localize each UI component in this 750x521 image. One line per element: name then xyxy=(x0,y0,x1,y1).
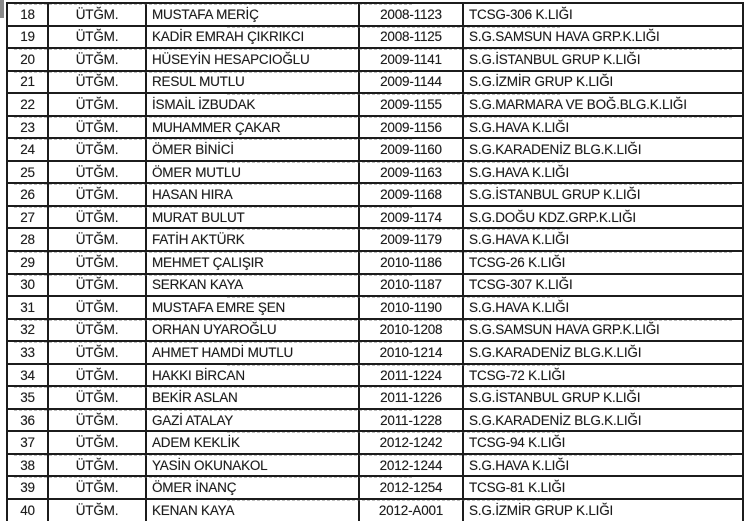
registry-number-cell: 2009-1163 xyxy=(358,162,462,183)
unit-cell: S.G.DOĞU KDZ.GRP.K.LIĞI xyxy=(462,207,744,228)
table-row xyxy=(6,207,744,230)
row-number-cell: 37 xyxy=(6,432,47,453)
table-row xyxy=(6,162,744,185)
registry-number-cell: 2012-1242 xyxy=(358,432,462,453)
rank-cell: ÜTĞM. xyxy=(47,27,145,48)
row-number-cell: 39 xyxy=(6,477,47,498)
rank-cell: ÜTĞM. xyxy=(47,365,145,386)
rank-cell: ÜTĞM. xyxy=(47,139,145,160)
name-cell: FATİH AKTÜRK xyxy=(145,229,358,250)
table-row xyxy=(6,94,744,117)
unit-cell: S.G.HAVA K.LIĞI xyxy=(462,229,744,250)
registry-number-cell: 2010-1186 xyxy=(358,252,462,273)
row-number-cell: 38 xyxy=(6,455,47,476)
unit-cell: S.G.KARADENİZ BLG.K.LIĞI xyxy=(462,139,744,160)
row-number-cell: 33 xyxy=(6,342,47,363)
row-number-cell: 34 xyxy=(6,365,47,386)
table-row xyxy=(6,365,744,388)
registry-number-cell: 2008-1125 xyxy=(358,27,462,48)
rank-cell: ÜTĞM. xyxy=(47,477,145,498)
registry-number-cell: 2009-1141 xyxy=(358,49,462,70)
name-cell: MUHAMMER ÇAKAR xyxy=(145,117,358,138)
rank-cell: ÜTĞM. xyxy=(47,72,145,93)
table-row xyxy=(6,320,744,343)
row-number-cell: 23 xyxy=(6,117,47,138)
table-row xyxy=(6,297,744,320)
roster-table xyxy=(6,2,744,521)
rank-cell: ÜTĞM. xyxy=(47,387,145,408)
table-row xyxy=(6,117,744,140)
name-cell: HAKKI BİRCAN xyxy=(145,365,358,386)
name-cell: HÜSEYİN HESAPCIOĞLU xyxy=(145,49,358,70)
rank-cell: ÜTĞM. xyxy=(47,455,145,476)
row-number-cell: 24 xyxy=(6,139,47,160)
rank-cell: ÜTĞM. xyxy=(47,500,145,521)
name-cell: ÖMER MUTLU xyxy=(145,162,358,183)
rank-cell: ÜTĞM. xyxy=(47,342,145,363)
rank-cell: ÜTĞM. xyxy=(47,94,145,115)
row-number-cell: 31 xyxy=(6,297,47,318)
row-number-cell: 36 xyxy=(6,410,47,431)
unit-cell: S.G.KARADENİZ BLG.K.LIĞI xyxy=(462,410,744,431)
row-number-cell: 20 xyxy=(6,49,47,70)
registry-number-cell: 2010-1208 xyxy=(358,320,462,341)
name-cell: KADİR EMRAH ÇIKRIKCI xyxy=(145,27,358,48)
registry-number-cell: 2009-1168 xyxy=(358,184,462,205)
unit-cell: S.G.HAVA K.LIĞI xyxy=(462,297,744,318)
registry-number-cell: 2009-1155 xyxy=(358,94,462,115)
registry-number-cell: 2010-1214 xyxy=(358,342,462,363)
unit-cell: TCSG-94 K.LIĞI xyxy=(462,432,744,453)
unit-cell: S.G.İSTANBUL GRUP K.LIĞI xyxy=(462,49,744,70)
table-row xyxy=(6,139,744,162)
row-number-cell: 28 xyxy=(6,229,47,250)
table-row xyxy=(6,229,744,252)
name-cell: MURAT BULUT xyxy=(145,207,358,228)
name-cell: HASAN HIRA xyxy=(145,184,358,205)
unit-cell: S.G.SAMSUN HAVA GRP.K.LIĞI xyxy=(462,27,744,48)
rank-cell: ÜTĞM. xyxy=(47,162,145,183)
unit-cell: S.G.MARMARA VE BOĞ.BLG.K.LIĞI xyxy=(462,94,744,115)
row-number-cell: 30 xyxy=(6,275,47,296)
unit-cell: TCSG-307 K.LIĞI xyxy=(462,275,744,296)
unit-cell: S.G.HAVA K.LIĞI xyxy=(462,162,744,183)
registry-number-cell: 2012-1254 xyxy=(358,477,462,498)
unit-cell: S.G.İSTANBUL GRUP K.LIĞI xyxy=(462,184,744,205)
name-cell: AHMET HAMDİ MUTLU xyxy=(145,342,358,363)
registry-number-cell: 2012-1244 xyxy=(358,455,462,476)
name-cell: MUSTAFA EMRE ŞEN xyxy=(145,297,358,318)
table-row xyxy=(6,252,744,275)
table-row xyxy=(6,72,744,95)
registry-number-cell: 2008-1123 xyxy=(358,4,462,25)
rank-cell: ÜTĞM. xyxy=(47,275,145,296)
unit-cell: TCSG-81 K.LIĞI xyxy=(462,477,744,498)
unit-cell: S.G.İSTANBUL GRUP K.LIĞI xyxy=(462,387,744,408)
name-cell: ÖMER İNANÇ xyxy=(145,477,358,498)
rank-cell: ÜTĞM. xyxy=(47,297,145,318)
registry-number-cell: 2011-1228 xyxy=(358,410,462,431)
name-cell: SERKAN KAYA xyxy=(145,275,358,296)
rank-cell: ÜTĞM. xyxy=(47,49,145,70)
name-cell: İSMAİL İZBUDAK xyxy=(145,94,358,115)
name-cell: MUSTAFA MERİÇ xyxy=(145,4,358,25)
unit-cell: S.G.SAMSUN HAVA GRP.K.LIĞI xyxy=(462,320,744,341)
rank-cell: ÜTĞM. xyxy=(47,252,145,273)
row-number-cell: 22 xyxy=(6,94,47,115)
table-row xyxy=(6,49,744,72)
unit-cell: TCSG-72 K.LIĞI xyxy=(462,365,744,386)
table-row xyxy=(6,455,744,478)
unit-cell: S.G.HAVA K.LIĞI xyxy=(462,117,744,138)
table-row xyxy=(6,275,744,298)
name-cell: KENAN KAYA xyxy=(145,500,358,521)
unit-cell: TCSG-306 K.LIĞI xyxy=(462,4,744,25)
name-cell: MEHMET ÇALIŞIR xyxy=(145,252,358,273)
table-row xyxy=(6,477,744,500)
rank-cell: ÜTĞM. xyxy=(47,410,145,431)
name-cell: RESUL MUTLU xyxy=(145,72,358,93)
unit-cell: S.G.İZMİR GRUP K.LIĞI xyxy=(462,500,744,521)
registry-number-cell: 2009-1179 xyxy=(358,229,462,250)
name-cell: BEKİR ASLAN xyxy=(145,387,358,408)
registry-number-cell: 2010-1190 xyxy=(358,297,462,318)
rank-cell: ÜTĞM. xyxy=(47,207,145,228)
registry-number-cell: 2009-1144 xyxy=(358,72,462,93)
table-row xyxy=(6,387,744,410)
row-number-cell: 18 xyxy=(6,4,47,25)
registry-number-cell: 2012-A001 xyxy=(358,500,462,521)
scan-edge-artifact xyxy=(0,0,4,18)
roster-table-body xyxy=(6,4,744,521)
rank-cell: ÜTĞM. xyxy=(47,4,145,25)
rank-cell: ÜTĞM. xyxy=(47,320,145,341)
rank-cell: ÜTĞM. xyxy=(47,184,145,205)
row-number-cell: 29 xyxy=(6,252,47,273)
table-row xyxy=(6,184,744,207)
table-row xyxy=(6,410,744,433)
table-row xyxy=(6,500,744,521)
unit-cell: S.G.İZMİR GRUP K.LIĞI xyxy=(462,72,744,93)
registry-number-cell: 2010-1187 xyxy=(358,275,462,296)
table-row xyxy=(6,27,744,50)
name-cell: GAZİ ATALAY xyxy=(145,410,358,431)
unit-cell: S.G.HAVA K.LIĞI xyxy=(462,455,744,476)
registry-number-cell: 2011-1226 xyxy=(358,387,462,408)
name-cell: ÖMER BİNİCİ xyxy=(145,139,358,160)
name-cell: ADEM KEKLİK xyxy=(145,432,358,453)
name-cell: YASİN OKUNAKOL xyxy=(145,455,358,476)
unit-cell: S.G.KARADENİZ BLG.K.LIĞI xyxy=(462,342,744,363)
row-number-cell: 19 xyxy=(6,27,47,48)
rank-cell: ÜTĞM. xyxy=(47,432,145,453)
registry-number-cell: 2009-1156 xyxy=(358,117,462,138)
row-number-cell: 26 xyxy=(6,184,47,205)
registry-number-cell: 2009-1174 xyxy=(358,207,462,228)
row-number-cell: 27 xyxy=(6,207,47,228)
registry-number-cell: 2011-1224 xyxy=(358,365,462,386)
table-row xyxy=(6,342,744,365)
registry-number-cell: 2009-1160 xyxy=(358,139,462,160)
row-number-cell: 32 xyxy=(6,320,47,341)
name-cell: ORHAN UYAROĞLU xyxy=(145,320,358,341)
row-number-cell: 35 xyxy=(6,387,47,408)
table-row xyxy=(6,4,744,27)
rank-cell: ÜTĞM. xyxy=(47,229,145,250)
unit-cell: TCSG-26 K.LIĞI xyxy=(462,252,744,273)
rank-cell: ÜTĞM. xyxy=(47,117,145,138)
row-number-cell: 21 xyxy=(6,72,47,93)
row-number-cell: 40 xyxy=(6,500,47,521)
table-row xyxy=(6,432,744,455)
row-number-cell: 25 xyxy=(6,162,47,183)
